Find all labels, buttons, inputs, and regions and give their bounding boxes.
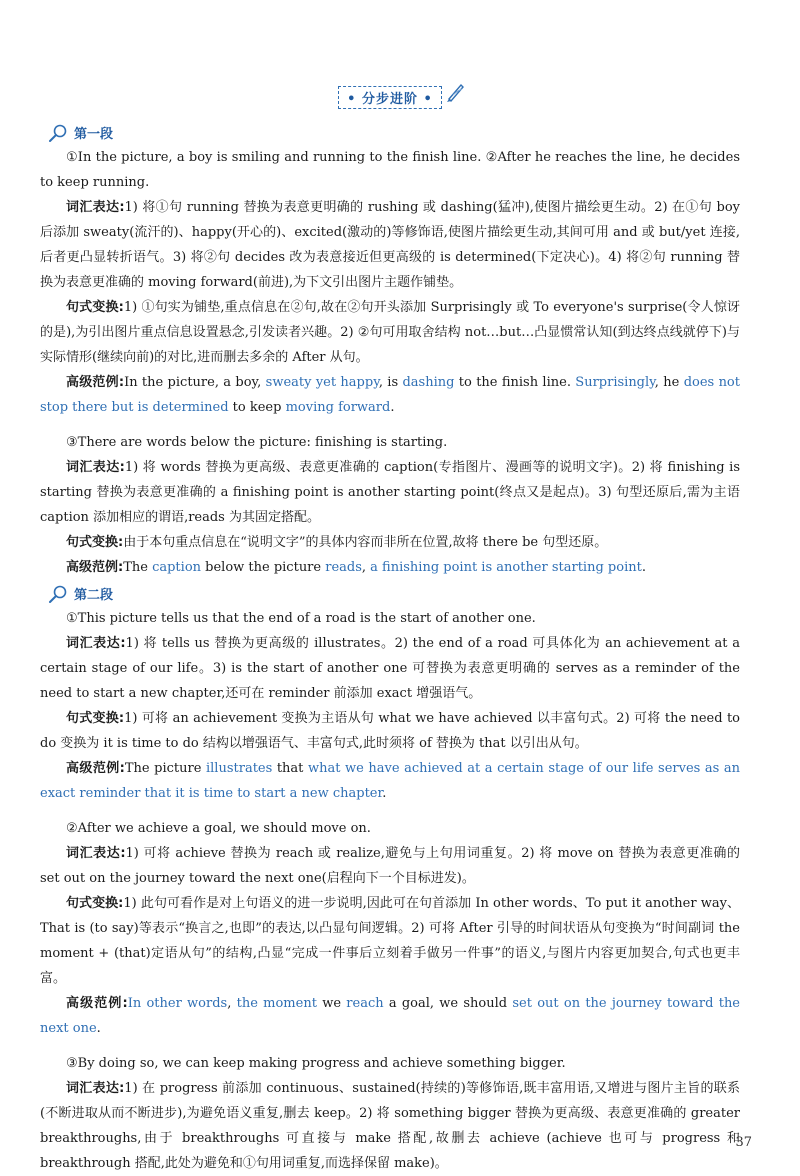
vocab-note-text: 1) 在 progress 前添加 continuous、sustained(持续的)等修饰语,既丰富用语,又增进与图片主旨的联系(不断进取从而不断进步),为避免语义重复,删去 keep。2) 将 something bigger 替换为更高级、表意更准确的 greater breakthroughs,由于 breakthroughs 可直接与 make 搭配,故删去 achieve (achieve 也可与 progress 和 breakthrough 搭配,此处为避免和①句用词重复,而选择保留 make)。: [40, 1081, 740, 1171]
model-example: [40, 991, 740, 1041]
page-content: [40, 86, 740, 1176]
model-text: that: [272, 761, 308, 776]
model-text: .: [641, 560, 646, 575]
vocab-note-text: 1) 将①句 running 替换为表意更明确的 rushing 或 dashing(猛冲),使图片描绘更生动。2) 在①句 boy 后添加 sweaty(流汗的)、happy(开心的)、excited(激动的)等修饰语,使图片描绘更生动,其间可用 and 或 but/yet 连接,后者更凸显转折语气。3) 将②句 decides 改为表意接近但更高级的 is determined(下定决心)。4) 将②句 running 替换为表意更准确的 moving forward(前进),为下文引出图片主题作铺垫。: [40, 200, 740, 290]
original-sentence: ②After we achieve a goal, we should move on.: [66, 821, 371, 836]
model-text: below the picture: [201, 560, 326, 575]
highlight-phrase: Surprisingly: [575, 375, 655, 390]
section-title: 第一段: [74, 127, 114, 142]
syntax-note: [40, 295, 740, 370]
syntax-note-label: 句式变换:: [66, 300, 124, 315]
original-sentence: ③By doing so, we can keep making progress and achieve something bigger.: [66, 1056, 566, 1071]
header-title: • 分步进阶 •: [347, 92, 433, 107]
vocab-note-label: 词汇表达:: [66, 460, 125, 475]
syntax-note-text: 1) ①句实为铺垫,重点信息在②句,故在②句开头添加 Surprisingly 或 To everyone's surprise(令人惊讶的是),为引出图片重点信息设置悬念,引发读者兴趣。2) ②句可用取舍结构 not…but…凸显惯常认知(到达终点线就停下)与实际情形(继续向前)的对比,进而删去多余的 After 从句。: [40, 300, 741, 365]
model-example: [40, 555, 740, 580]
model-text: In the picture, a boy,: [124, 375, 266, 390]
section-title: 第二段: [74, 588, 114, 603]
section-heading: [48, 584, 740, 603]
model-example-label: 高级范例:: [66, 761, 125, 776]
article-body: [40, 123, 740, 1176]
vocab-note-text: 1) 将 words 替换为更高级、表意更准确的 caption(专指图片、漫画等的说明文字)。2) 将 finishing is starting 替换为表意更准确的 a finishing point is another starting point(终点又是起点)。3) 句型还原后,需为主语 caption 添加相应的谓语,reads 为其固定搭配。: [40, 460, 741, 525]
highlight-phrase: moving forward: [285, 400, 391, 415]
syntax-note-text: 1) 此句可看作是对上句语义的进一步说明,因此可在句首添加 In other words、To put it another way、That is (to say)等表示“换言之,也即”的表达,以凸显句间逻辑。2) 可将 After 引导的时间状语从句变换为“时间副词 the moment + (that)定语从句”的结构,凸显“完成一件事后立刻着手做另一件事”的语义,与图片内容更加契合,句式也更丰富。: [40, 896, 740, 986]
model-example: [40, 756, 740, 806]
original-sentence: ①This picture tells us that the end of a road is the start of another one.: [66, 611, 536, 626]
model-text: to the finish line.: [454, 375, 576, 390]
model-text: , is: [378, 375, 403, 390]
model-text: , he: [654, 375, 684, 390]
highlight-phrase: illustrates: [205, 761, 273, 776]
vocab-note: [40, 1076, 740, 1176]
highlight-phrase: a finishing point is another starting point: [370, 560, 642, 575]
syntax-note-text: 1) 可将 an achievement 变换为主语从句 what we have achieved 以丰富句式。2) 可将 the need to do 变换为 it is time to do 结构以增强语气、丰富句式,此时须将 of 替换为 that 以引出从句。: [40, 711, 740, 751]
model-text: .: [96, 1021, 101, 1036]
model-text: The: [123, 560, 153, 575]
syntax-note: [40, 530, 740, 555]
model-example-label: 高级范例:: [66, 996, 128, 1011]
page-number: 37: [735, 1135, 752, 1150]
magnifier-icon: [48, 124, 68, 142]
syntax-note-label: 句式变换:: [66, 896, 124, 911]
highlight-phrase: dashing: [402, 375, 455, 390]
model-example-label: 高级范例:: [66, 375, 125, 390]
syntax-note: [40, 891, 740, 991]
highlight-phrase: does not stop there but is determined: [40, 375, 740, 415]
vocab-note: [40, 455, 740, 530]
vocab-note-label: 词汇表达:: [66, 1081, 125, 1096]
highlight-phrase: what we have achieved at a certain stage of our life serves as an exact reminder that it is time to start a new chapter: [40, 761, 740, 801]
highlight-phrase: sweaty yet happy: [265, 375, 379, 390]
original-sentence: ③There are words below the picture: finishing is starting.: [66, 435, 448, 450]
magnifier-icon: [48, 585, 68, 603]
block-gap: [40, 806, 740, 816]
model-example-label: 高级范例:: [66, 560, 124, 575]
model-text: ,: [361, 560, 371, 575]
syntax-note-label: 句式变换:: [66, 535, 124, 550]
model-text: .: [390, 400, 395, 415]
model-example: [40, 370, 740, 420]
model-text: The picture: [124, 761, 206, 776]
section-heading: [48, 123, 740, 142]
highlight-phrase: caption: [152, 560, 202, 575]
model-text: to keep: [228, 400, 286, 415]
block-gap: [40, 1041, 740, 1051]
vocab-note-label: 词汇表达:: [66, 200, 125, 215]
syntax-note: [40, 706, 740, 756]
model-text: a goal, we should: [383, 996, 513, 1011]
syntax-note-label: 句式变换:: [66, 711, 125, 726]
syntax-note-text: 由于本句重点信息在“说明文字”的具体内容而非所在位置,故将 there be 句型还原。: [123, 535, 608, 550]
block-gap: [40, 420, 740, 430]
original-sentence: ①In the picture, a boy is smiling and running to the finish line. ②After he reaches the line, he decides to keep running.: [40, 150, 740, 190]
highlight-phrase: In other words: [127, 996, 228, 1011]
vocab-note-text: 1) 将 tells us 替换为更高级的 illustrates。2) the end of a road 可具体化为 an achievement at a certain stage of our life。3) is the start of another one 可替换为表意更明确的 serves as a reminder of the need to start a new chapter,还可在 reminder 前添加 exact 增强语气。: [40, 636, 740, 701]
vocab-note: [40, 631, 740, 706]
model-text: ,: [227, 996, 237, 1011]
vocab-note-text: 1) 可将 achieve 替换为 reach 或 realize,避免与上句用词重复。2) 将 move on 替换为表意更准确的 set out on the journey toward the next one(启程向下一个目标进发)。: [40, 846, 740, 886]
highlight-phrase: reads: [325, 560, 362, 575]
vocab-note: [40, 841, 740, 891]
vocab-note-label: 词汇表达:: [66, 846, 126, 861]
model-text: .: [382, 786, 387, 801]
highlight-phrase: the moment: [236, 996, 317, 1011]
vocab-note-label: 词汇表达:: [66, 636, 126, 651]
highlight-phrase: reach: [346, 996, 384, 1011]
pen-icon: [445, 81, 467, 103]
vocab-note: [40, 195, 740, 295]
header: [40, 86, 740, 109]
highlight-phrase: set out on the journey toward the next one: [40, 996, 741, 1036]
section-badge: [338, 86, 442, 109]
model-text: we: [316, 996, 347, 1011]
